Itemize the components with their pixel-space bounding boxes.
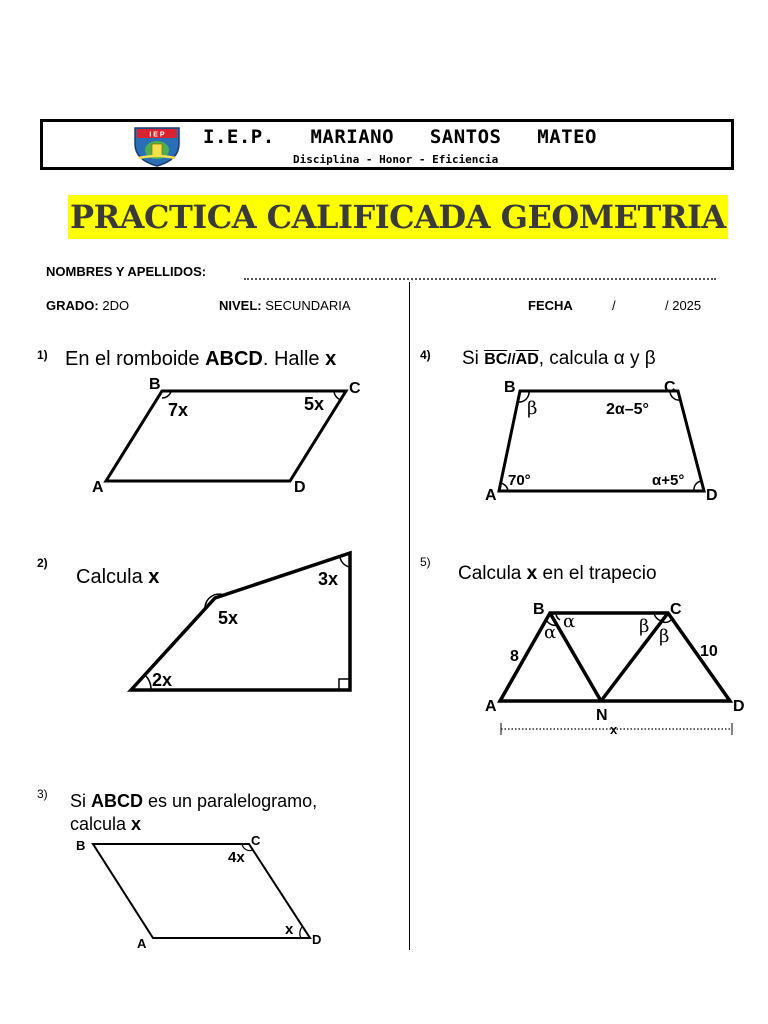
fig4-angle-d: α+5° [652, 472, 685, 489]
fig1-angle-b: 7x [168, 400, 189, 420]
question-3-text-line2: calcula x [70, 814, 142, 834]
fig4-label-b: B [504, 379, 516, 396]
question-4-number: 4) [420, 348, 431, 362]
fig5-alpha-2: α [563, 611, 576, 632]
question-5-text: Calcula x en el trapecio [458, 563, 657, 584]
date-year: / 2025 [665, 298, 702, 313]
question-2-number: 2) [37, 556, 48, 570]
fig1-angle-c: 5x [304, 394, 325, 414]
grade-value: 2DO [102, 298, 130, 313]
fig4-angle-c: 2α–5° [606, 401, 649, 418]
fig5-beta-1: β [639, 616, 650, 637]
fig1-label-d: D [294, 479, 306, 496]
school-name: I.E.P. MARIANO SANTOS MATEO [203, 126, 597, 148]
question-2-text: Calcula x [76, 566, 160, 588]
fig5-side-ab: 8 [510, 648, 519, 665]
fig1-label-c: C [349, 380, 361, 397]
fig5-beta-2: β [659, 626, 670, 647]
fig3-angle-c: 4x [228, 849, 245, 866]
fig4-label-c: C [664, 379, 676, 396]
fig5-label-c: C [670, 601, 682, 618]
fig5-label-a: A [485, 698, 497, 715]
school-motto: Disciplina - Honor - Eficiencia [293, 153, 499, 166]
fig4-label-a: A [485, 487, 497, 504]
svg-text:I E P: I E P [149, 131, 165, 139]
question-1-number: 1) [37, 348, 48, 362]
fig5-label-n: N [596, 707, 608, 724]
fig3-label-d: D [312, 932, 322, 947]
fig4-label-d: D [706, 487, 718, 504]
figure-3-parallelogram [93, 844, 310, 938]
grade-label: GRADO: [46, 298, 99, 313]
question-3-text: Si ABCD es un paralelogramo, [70, 791, 318, 811]
fig5-alpha-1: α [544, 622, 557, 643]
fig4-angle-a: 70° [508, 472, 531, 489]
fig1-label-b: B [149, 376, 161, 393]
fig3-angle-d: x [285, 921, 294, 938]
question-3-number: 3) [37, 787, 48, 801]
fig3-label-a: A [137, 936, 147, 951]
fig3-label-b: B [76, 838, 86, 853]
page-title: PRACTICA CALIFICADA GEOMETRIA [68, 195, 728, 239]
fig5-base-x: x [610, 722, 618, 737]
names-label: NOMBRES Y APELLIDOS: [46, 264, 207, 279]
fig2-angle-top: 3x [318, 569, 339, 589]
level-label: NIVEL: [219, 298, 262, 313]
fig5-label-b: B [533, 601, 545, 618]
date-separator: / [612, 298, 616, 313]
fig4-angle-b: β [527, 398, 538, 419]
level-value: SECUNDARIA [265, 298, 351, 313]
date-label: FECHA [528, 298, 573, 313]
fig2-angle-mid: 5x [218, 608, 239, 628]
question-5-number: 5) [420, 555, 431, 569]
fig3-label-c: C [251, 833, 261, 848]
question-1-text: En el romboide ABCD. Halle x [65, 348, 337, 370]
fig2-angle-bottom: 2x [152, 670, 173, 690]
question-4-text: Si $\overline{BC}//\overline{AD}$, calcula α y β [462, 348, 656, 369]
fig5-side-cd: 10 [700, 643, 718, 660]
fig5-label-d: D [733, 698, 745, 715]
figure-5-trapezoid [500, 613, 732, 735]
fig1-label-a: A [92, 479, 104, 496]
